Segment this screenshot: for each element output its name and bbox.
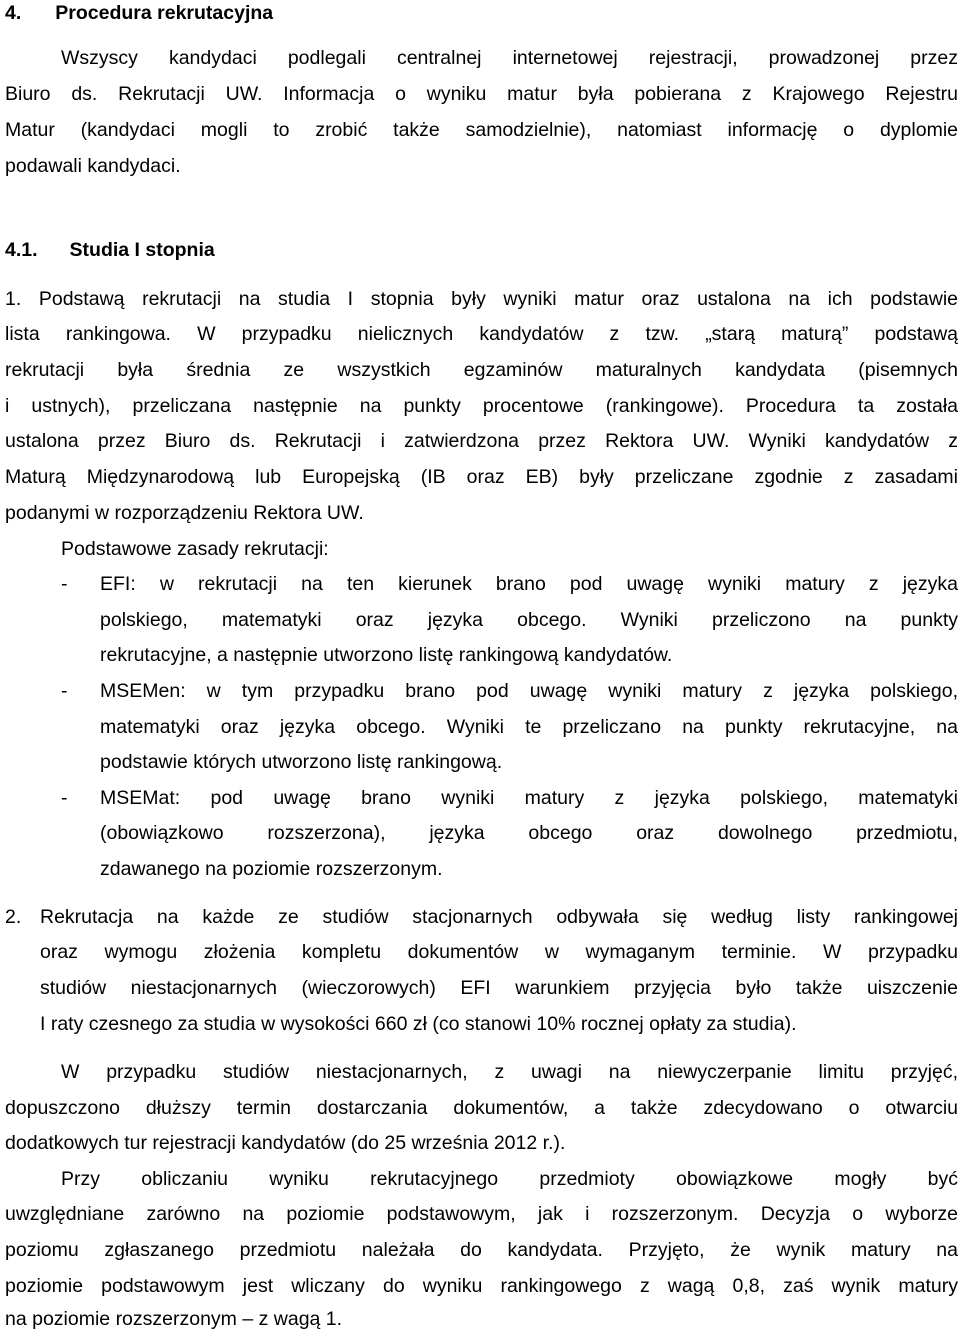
section-number: 4. xyxy=(5,2,22,24)
point1-line: 1. Podstawą rekrutacji na studia I stopnia były wyniki matur oraz ustalona na ich podstawie xyxy=(5,288,958,310)
para-niestacjonarne-line: W przypadku studiów niestacjonarnych, z uwagi na niewyczerpanie limitu przyjęć, xyxy=(61,1061,958,1083)
intro-line: Biuro ds. Rekrutacji UW. Informacja o wyniku matur była pobierana z Krajowego Rejestru xyxy=(5,83,958,105)
intro-line: podawali kandydaci. xyxy=(5,155,181,177)
point1-line: podanymi w rozporządzeniu Rektora UW. xyxy=(5,502,364,524)
point1-line: lista rankingowa. W przypadku nielicznych kandydatów z tzw. „starą maturą” podstawą xyxy=(5,323,958,345)
para-niestacjonarne-line: dodatkowych tur rejestracji kandydatów (do 25 września 2012 r.). xyxy=(5,1132,566,1154)
point1-line: rekrutacji była średnia ze wszystkich egzaminów maturalnych kandydata (pisemnych xyxy=(5,359,958,381)
point1-line: Maturą Międzynarodową lub Europejską (IB oraz EB) były przeliczane zgodnie z zasadami xyxy=(5,466,958,488)
list-dash: - xyxy=(61,787,68,809)
rule-line: podstawie których utworzono listę rankingową. xyxy=(100,751,503,773)
para-wynik-line: poziomu zgłaszanego przedmiotu należała do kandydata. Przyjęto, że wynik matury na xyxy=(5,1239,958,1261)
subsection-title: Studia I stopnia xyxy=(69,239,215,261)
rule-line: rekrutacyjne, a następnie utworzono listę rankingową kandydatów. xyxy=(100,644,673,666)
para-wynik-line: Przy obliczaniu wyniku rekrutacyjnego przedmioty obowiązkowe mogły być xyxy=(61,1168,958,1190)
rule-line: EFI: w rekrutacji na ten kierunek brano pod uwagę wyniki matury z języka xyxy=(100,573,958,595)
rule-line: polskiego, matematyki oraz języka obcego. Wyniki przeliczono na punkty xyxy=(100,609,958,631)
point2-line: I raty czesnego za studia w wysokości 660 zł (co stanowi 10% rocznej opłaty za studia). xyxy=(40,1013,797,1035)
rule-line: MSEMen: w tym przypadku brano pod uwagę wyniki matury z języka polskiego, xyxy=(100,680,958,702)
subsection-number: 4.1. xyxy=(5,239,38,261)
intro-line: Matur (kandydaci mogli to zrobić także samodzielnie), natomiast informację o dyplomie xyxy=(5,119,958,141)
rule-line: zdawanego na poziomie rozszerzonym. xyxy=(100,858,443,880)
list-dash: - xyxy=(61,573,68,595)
point1-line: ustalona przez Biuro ds. Rekrutacji i zatwierdzona przez Rektora UW. Wyniki kandydatów z xyxy=(5,430,958,452)
para-wynik-line: poziomie podstawowym jest wliczany do wyniku rankingowego z wagą 0,8, zaś wynik matury xyxy=(5,1275,958,1297)
para-wynik-line: na poziomie rozszerzonym – z wagą 1. xyxy=(5,1308,343,1330)
section-heading xyxy=(5,0,958,26)
list-dash: - xyxy=(61,680,68,702)
rules-heading: Podstawowe zasady rekrutacji: xyxy=(61,538,329,560)
point2-line: Rekrutacja na każde ze studiów stacjonarnych odbywała się według listy rankingowej xyxy=(40,906,958,928)
point1-line: i ustnych), przeliczana następnie na punkty procentowe (rankingowe). Procedura ta została xyxy=(5,395,958,417)
point2-number: 2. xyxy=(5,906,22,928)
point2-line: studiów niestacjonarnych (wieczorowych) EFI warunkiem przyjęcia było także uiszczenie xyxy=(40,977,958,999)
rule-line: (obowiązkowo rozszerzona), języka obcego oraz dowolnego przedmiotu, xyxy=(100,822,958,844)
section-title: Procedura rekrutacyjna xyxy=(55,2,274,24)
para-wynik-line: uwzględniane zarówno na poziomie podstawowym, jak i rozszerzonym. Decyzja o wyborze xyxy=(5,1203,958,1225)
intro-line: Wszyscy kandydaci podlegali centralnej internetowej rejestracji, prowadzonej przez xyxy=(61,47,958,69)
rule-line: matematyki oraz języka obcego. Wyniki te przeliczano na punkty rekrutacyjne, na xyxy=(100,716,958,738)
para-niestacjonarne-line: dopuszczono dłuższy termin dostarczania dokumentów, a także zdecydowano o otwarciu xyxy=(5,1097,958,1119)
rule-line: MSEMat: pod uwagę brano wyniki matury z języka polskiego, matematyki xyxy=(100,787,958,809)
subsection-heading xyxy=(5,237,958,263)
point2-line: oraz wymogu złożenia kompletu dokumentów w wymaganym terminie. W przypadku xyxy=(40,941,958,963)
